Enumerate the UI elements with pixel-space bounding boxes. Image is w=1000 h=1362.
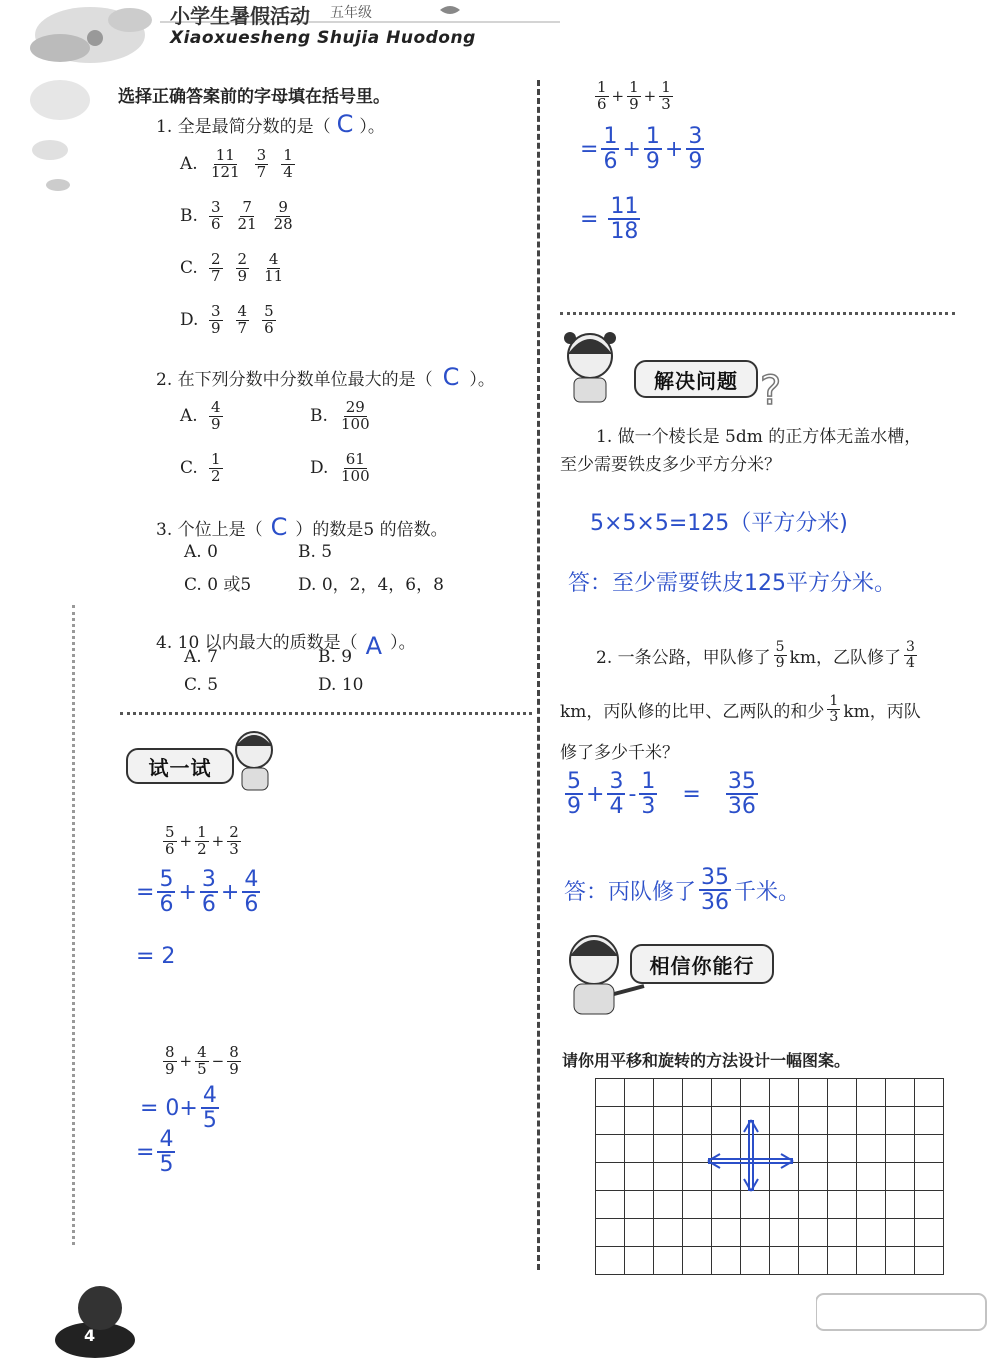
q2-option-d (310, 442, 440, 494)
operator: + (179, 832, 193, 851)
q1-option-b (180, 190, 305, 242)
calc-1-problem (160, 825, 244, 858)
q4-option-c: C. 5 (184, 675, 219, 695)
option-fraction: $\frac{5}{6}$ (264, 301, 274, 337)
option-fraction: $\frac{3}{6}$ (211, 197, 221, 233)
section-divider-right (560, 312, 955, 315)
expr-fraction: $\frac{5}{9}$ (567, 769, 581, 820)
option-label: C. (180, 458, 198, 478)
cross-arrows-drawing (595, 1078, 935, 1274)
expr-fraction: $\frac{3}{6}$ (201, 867, 216, 918)
q3-option-a: A. 0 (184, 542, 218, 562)
question-1-options (180, 138, 305, 346)
option-fraction: $\frac{61}{100}$ (341, 449, 370, 485)
problem-1-line1: 1. 做一个棱长是 5dm 的正方体无盖水槽， (596, 427, 922, 447)
answer-2: C (442, 363, 460, 391)
option-label: D. (180, 310, 199, 330)
design-instruction: 请你用平移和旋转的方法设计一幅图案。 (562, 1051, 851, 1070)
q4-option-a: A. 7 (184, 647, 218, 667)
equals-sign: = (682, 781, 701, 807)
expr-fraction: $\frac{1}{2}$ (197, 823, 207, 858)
option-fraction: $\frac{3}{9}$ (211, 301, 221, 337)
expr-fraction: $\frac{8}{9}$ (165, 1043, 175, 1078)
q3-option-b: B. 5 (298, 542, 333, 562)
expr-fraction: $\frac{3}{4}$ (609, 769, 624, 820)
expr-fraction: $\frac{4}{5}$ (202, 1083, 217, 1134)
left-margin-decoration (20, 60, 100, 200)
option-fraction: $\frac{29}{100}$ (341, 397, 370, 433)
operator: + (178, 879, 197, 905)
operator: − (211, 1052, 225, 1071)
expr-fraction: $\frac{2}{3}$ (229, 823, 239, 858)
calc-3-step (580, 125, 707, 173)
expr-fraction: $\frac{1}{3}$ (661, 78, 671, 113)
equals-sign: = (580, 206, 599, 232)
option-fraction: $\frac{1}{4}$ (283, 145, 293, 181)
section-title: 选择正确答案前的字母填在括号里。 (118, 87, 390, 107)
page-number-mascot (50, 1282, 150, 1362)
q2-option-a (180, 390, 310, 442)
equals-sign: = 0+ (140, 1095, 198, 1121)
svg-text:?: ? (760, 368, 782, 414)
q4-option-b: B. 9 (318, 647, 353, 667)
option-label: A. (180, 154, 198, 174)
q2-option-c (180, 442, 310, 494)
answer-1: C (336, 110, 354, 138)
option-fraction: $\frac{11}{121}$ (211, 145, 240, 181)
q3-option-d: D. 0，2，4，6，8 (298, 575, 444, 595)
q4-option-d: D. 10 (318, 675, 364, 695)
question-mark-icon (756, 364, 792, 418)
expr-fraction: $\frac{1}{9}$ (645, 124, 660, 175)
q1-option-a (180, 138, 305, 190)
calc-2-result (136, 1128, 178, 1176)
equals-sign: = (580, 136, 599, 162)
calc-2-step (140, 1084, 222, 1132)
problem-1-answer: 答：至少需要铁皮125平方分米。 (568, 571, 896, 596)
p2-frac-1: $\frac{5}{9}$ (775, 639, 785, 671)
option-fraction: $\frac{3}{7}$ (256, 145, 267, 181)
option-label: D. (310, 458, 329, 478)
expr-fraction: $\frac{3}{9}$ (688, 124, 703, 175)
option-fraction: $\frac{4}{9}$ (211, 397, 221, 433)
operator: + (179, 1052, 193, 1071)
problem-2-line1: 2. 一条公路，甲队修了 $\frac{5}{9}$ km，乙队修了 $\frac{3}{4}$ (596, 639, 915, 671)
equals-sign: = (136, 1139, 155, 1165)
calc-1-result: = 2 (136, 944, 176, 969)
header-pinyin: Xiaoxuesheng Shujia Huodong (170, 28, 476, 48)
problem-2-answer: 答：丙队修了 $\frac{35}{36}$ 千米。 (564, 865, 801, 916)
operator: + (220, 879, 240, 905)
expr-fraction: $\frac{1}{6}$ (603, 124, 618, 175)
question-4: 4. 10 以内最大的质数是（ A ）。 (156, 632, 416, 660)
option-fraction: $\frac{2}{7}$ (211, 249, 221, 285)
operator: + (211, 832, 225, 851)
answer-3: C (270, 513, 288, 541)
expr-fraction: $\frac{4}{5}$ (197, 1043, 207, 1078)
problem-2-work (562, 770, 761, 818)
q1-option-c (180, 242, 305, 294)
expr-fraction: $\frac{1}{6}$ (597, 78, 607, 113)
option-label: B. (180, 206, 198, 226)
solve-badge: 解决问题 (634, 360, 758, 398)
equals-sign: = (136, 879, 155, 905)
question-2: 2. 在下列分数中分数单位最大的是（ C ）。 (156, 363, 495, 391)
option-fraction: $\frac{7}{21}$ (237, 197, 257, 233)
expr-fraction: $\frac{1}{3}$ (641, 769, 656, 820)
try-badge: 试一试 (126, 748, 234, 784)
option-fraction: $\frac{2}{9}$ (237, 249, 248, 285)
operator: - (628, 781, 637, 807)
operator: + (664, 136, 684, 162)
p2-frac-2: $\frac{3}{4}$ (905, 639, 915, 671)
cartoon-girl-icon (556, 326, 626, 410)
design-grid (595, 1078, 944, 1275)
p2-frac-3: $\frac{1}{3}$ (829, 693, 839, 725)
q3-option-c: C. 0 或5 (184, 575, 252, 595)
column-divider (537, 80, 540, 1270)
section-divider-left (120, 712, 532, 715)
calc-2-problem (160, 1045, 244, 1078)
option-label: B. (310, 406, 328, 426)
q1-option-d (180, 294, 305, 346)
expr-fraction: $\frac{4}{6}$ (244, 867, 259, 918)
option-label: A. (180, 406, 198, 426)
expr-fraction: $\frac{1}{9}$ (629, 78, 639, 113)
problem-1-work: 5×5×5=125（平方分米) (590, 511, 848, 536)
question-2-options (180, 390, 480, 494)
problem-2-line2: km，丙队修的比甲、乙两队的和少 $\frac{1}{3}$ km，丙队 (560, 693, 921, 725)
question-1: 1. 全是最简分数的是（ C ）。 (156, 110, 385, 138)
left-dotted-border (72, 605, 75, 1245)
option-fraction: $\frac{1}{2}$ (211, 449, 221, 485)
option-fraction: $\frac{9}{28}$ (273, 197, 293, 233)
problem-1-line2: 至少需要铁皮多少平方分米？ (560, 455, 781, 475)
operator: + (611, 87, 625, 106)
answer-4: A (365, 632, 383, 660)
q2-option-b (310, 390, 440, 442)
operator: + (622, 136, 641, 162)
option-label: C. (180, 258, 198, 278)
option-fraction: $\frac{4}{7}$ (237, 301, 248, 337)
expr-fraction: $\frac{4}{5}$ (159, 1127, 174, 1178)
calc-1-step (136, 868, 263, 916)
calc-3-problem (592, 80, 676, 113)
header-grade: 五年级 (330, 5, 372, 21)
expr-fraction: $\frac{11}{18}$ (610, 194, 639, 245)
question-3: 3. 个位上是（ C ）的数是5 的倍数。 (156, 513, 448, 541)
calc-3-result (580, 195, 643, 243)
expr-fraction: $\frac{35}{36}$ (727, 769, 756, 820)
watermark-icon (816, 1290, 996, 1354)
watermark-logo (816, 1290, 996, 1354)
header-title: 小学生暑假活动 (170, 4, 310, 28)
operator: + (643, 87, 657, 106)
expr-fraction: $\frac{5}{6}$ (165, 823, 175, 858)
problem-2-line3: 修了多少千米？ (560, 743, 679, 763)
expr-fraction: $\frac{8}{9}$ (229, 1043, 239, 1078)
operator: + (586, 781, 605, 807)
option-fraction: $\frac{4}{11}$ (264, 249, 284, 285)
page-number: 4 (84, 1326, 96, 1345)
expr-fraction: $\frac{5}{6}$ (159, 867, 174, 918)
believe-badge: 相信你能行 (630, 944, 774, 984)
